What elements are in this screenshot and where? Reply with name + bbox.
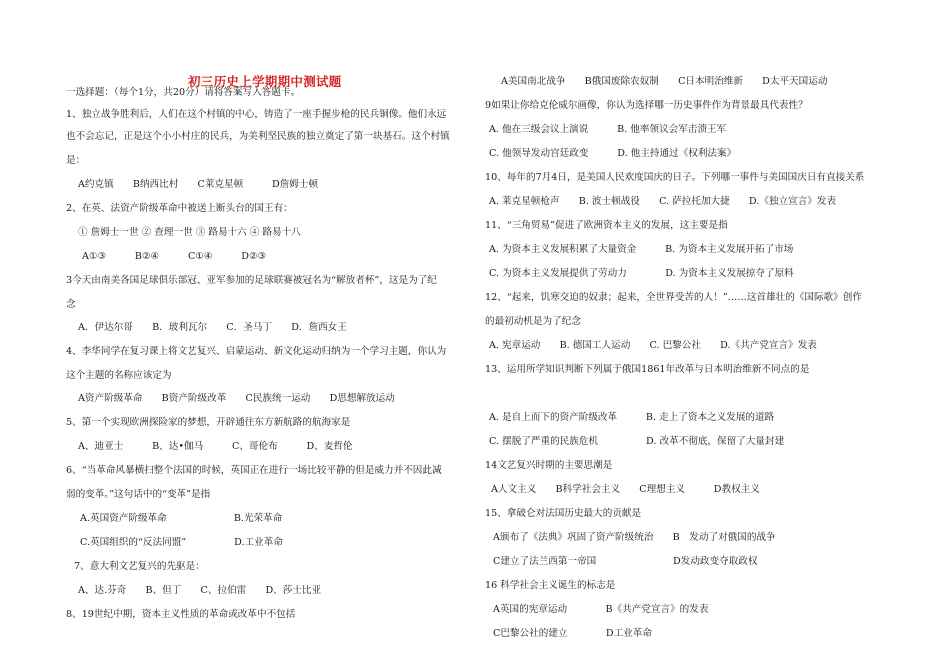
left-text-line: 2、在英、法资产阶级革命中被送上断头台的国王有： bbox=[66, 203, 293, 214]
right-text-line: A. 他在三级会议上演说 B. 他率领议会军击溃王军 bbox=[489, 124, 727, 135]
right-text-line: C. 为资本主义发展提供了劳动力 D. 为资本主义发展掠夺了原料 bbox=[489, 268, 794, 279]
left-text-line: A．伊达尔哥 B．玻利瓦尔 C．圣马丁 D．詹西女王 bbox=[78, 322, 347, 333]
left-text-line: A、迪亚士 B、达•伽马 C、哥伦布 D、麦哲伦 bbox=[78, 441, 353, 452]
left-text-line: 5、第一个实现欧洲探险家的梦想，开辟通往东方新航路的航海家是 bbox=[66, 417, 351, 428]
right-text-line: A. 宪章运动 B. 德国工人运动 C. 巴黎公社 D.《共产党宣言》发表 bbox=[489, 340, 817, 351]
right-text-line: 12、“起来，饥寒交迫的奴隶；起来，全世界受苦的人！”……这首雄壮的《国际歌》创作 bbox=[485, 292, 862, 303]
right-text-line: C. 摆脱了严重的民族危机 D. 改革不彻底，保留了大量封建 bbox=[489, 436, 785, 447]
page-title: 初三历史上学期期中测试题 bbox=[188, 74, 342, 89]
right-text-line: 15、拿破仑对法国历史最大的贡献是 bbox=[485, 508, 642, 519]
right-text-line: A. 是自上而下的资产阶级改革 B. 走上了资本之义发展的道路 bbox=[489, 412, 775, 423]
left-text-line: 弱的变革。”这句话中的“变革”是指 bbox=[66, 489, 211, 500]
right-text-line: 10、每年的7月4日，是美国人民欢度国庆的日子。下列哪一事件与美国国庆日有直接关系 bbox=[485, 172, 865, 183]
left-text-line: A资产阶级革命 B资产阶级改革 C民族统一运动 D思想解放运动 bbox=[78, 393, 395, 404]
right-text-line: A英国的宪章运动 B《共产党宣言》的发表 bbox=[493, 604, 709, 615]
right-text-line: 11、“三角贸易”促进了欧洲资本主义的发展，这主要是指 bbox=[485, 220, 728, 231]
left-text-line: ① 詹姆士一世 ② 查理一世 ③ 路易十六 ④ 路易十八 bbox=[78, 227, 301, 238]
left-text-line: 6、“当革命风暴横扫整个法国的时候，英国正在进行一场比较平静的但是威力并不因此减 bbox=[66, 465, 442, 476]
left-text-line: 1、独立战争胜利后，人们在这个村镇的中心，铸造了一座手握步枪的民兵铜像。他们永远 bbox=[66, 109, 447, 120]
left-text-line: 8、19世纪中期，资本主义性质的革命或改革中不包括 bbox=[66, 609, 296, 620]
left-text-line: A①③ B②④ C①④ D②③ bbox=[82, 251, 267, 262]
left-text-line: 一选择题：（每个1分，共20分）请将答案写入答题卡。 bbox=[66, 87, 301, 98]
right-text-line: A颁布了《法典》巩固了资产阶级统治 B 发动了对俄国的战争 bbox=[493, 532, 776, 543]
right-text-line: C. 他领导发动宫廷政变 D. 他主持通过《权利法案》 bbox=[489, 148, 737, 159]
right-text-line: C巴黎公社的建立 D工业革命 bbox=[493, 628, 652, 639]
right-text-line: 的最初动机是为了纪念 bbox=[485, 316, 581, 327]
left-text-line: C.英国组织的“反法同盟” D.工业革命 bbox=[80, 537, 283, 548]
right-text-line: 9如果让你给克伦威尔画像，你认为选择哪一历史事件作为背景最具代表性？ bbox=[485, 100, 808, 111]
right-text-line: 14文艺复兴时期的主要思潮是 bbox=[485, 460, 613, 471]
left-text-line: A约克镇 B纳西比村 C莱克星顿 D詹姆士顿 bbox=[78, 179, 319, 190]
right-text-line: A. 莱克星顿枪声 B. 波士顿战役 C. 萨拉托加大捷 D.《独立宣言》发表 bbox=[489, 196, 837, 207]
left-text-line: A.英国资产阶级革命 B.光荣革命 bbox=[80, 513, 283, 524]
left-text-line: 4、李华同学在复习课上将文艺复兴、启蒙运动、新文化运动归纳为一个学习主题，你认为 bbox=[66, 346, 447, 357]
right-text-line: 13、运用所学知识判断下列属于俄国1861年改革与日本明治维新不同点的是 bbox=[485, 364, 810, 375]
left-text-line: 3今天由南美各国足球俱乐部冠、亚军参加的足球联赛被冠名为“解放者杯”，这是为了纪 bbox=[66, 275, 437, 286]
left-text-line: 是： bbox=[66, 155, 86, 166]
left-text-line: 7、意大利文艺复兴的先驱是： bbox=[74, 561, 205, 572]
left-text-line: 这个主题的名称应该定为 bbox=[66, 370, 172, 381]
right-text-line: C建立了法兰西第一帝国 D发动政变夺取政权 bbox=[493, 556, 758, 567]
left-text-line: 念 bbox=[66, 299, 76, 310]
right-text-line: A. 为资本主义发展积累了大量资金 B. 为资本主义发展开拓了市场 bbox=[489, 244, 794, 255]
right-text-line: 16 科学社会主义诞生的标志是 bbox=[485, 580, 616, 591]
right-text-line: A人文主义 B科学社会主义 C理想主义 D教权主义 bbox=[491, 484, 760, 495]
left-text-line: 也不会忘记，正是这个小小村庄的民兵，为美利坚民族的独立奠定了第一块基石。这个村镇 bbox=[66, 131, 450, 142]
left-text-line: A、达.芬奇 B、但丁 C、拉伯雷 D、莎士比亚 bbox=[78, 585, 322, 596]
right-text-line: A美国南北战争 B俄国废除农奴制 C日本明治维新 D太平天国运动 bbox=[501, 76, 828, 87]
